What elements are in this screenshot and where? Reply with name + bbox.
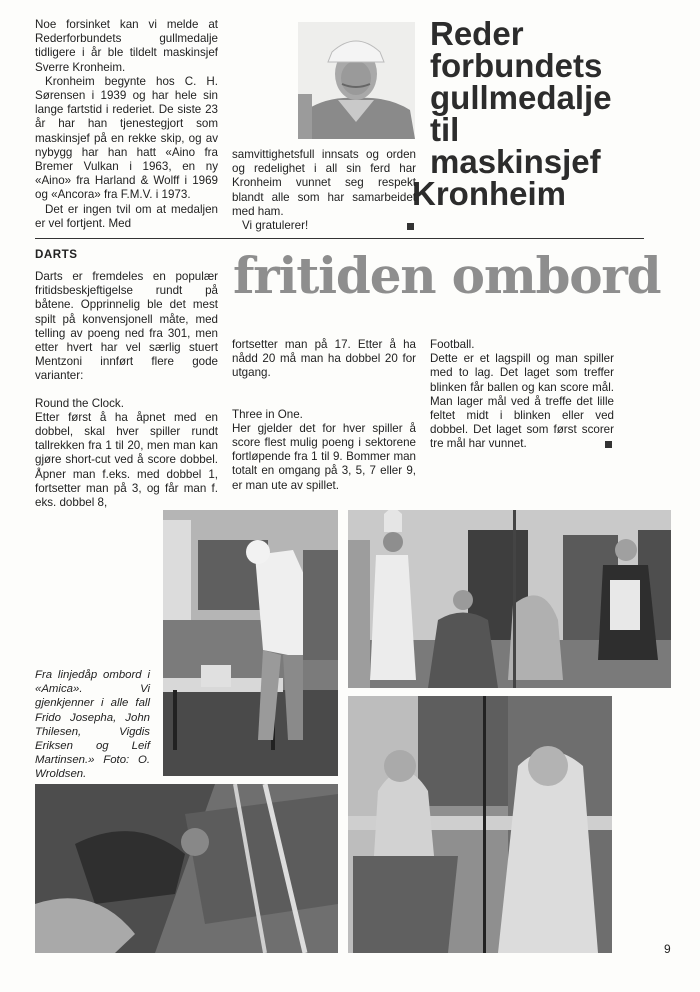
article1-paragraph-1: Noe forsinket kan vi melde at Rederforbundets gullmedalje tidligere i år ble tildelt maskinsjef Sverre Kronheim. (35, 18, 218, 74)
article2-column-1 (35, 270, 218, 510)
article2-column-3 (430, 338, 614, 452)
three-in-one-text: Her gjelder det for hver spiller å score flest mulig poeng i sektorene fortløpende fra 1 til 9. Bommer man totalt en omgang på 3, 5, 7 eller 9, er man ute av spillet. (232, 421, 416, 492)
football-title: Football. (430, 338, 475, 351)
article1-closing: Vi gratulerer! (232, 219, 416, 233)
photo-caption: Fra linjedåp ombord i «Amica». Vi gjenkjenner i alle fall Frido Josepha, John Thilesen, Vigdis Eriksen og Leif Martinsen.» Foto: O. Wroldsen. (35, 669, 150, 781)
football-text: Dette er et lagspill og man spiller med to lag. Det laget som treffer blinken får ballen og kan score mål. Man lager mål ved å treffe det lille feltet midt i blinken eller ved dobbel. Det laget som først scorer tre mål har vunnet. (430, 352, 614, 451)
end-mark (605, 441, 612, 448)
photo-court-seated (348, 696, 612, 953)
photo-neptune-group (348, 510, 671, 688)
article1-paragraph-2: Kronheim begynte hos C. H. Sørensen i 1939 og har hele sin lange fartstid i rederiet. De siste 23 år har han tjenestegjort som maskinsjef på en rekke skip, og av nybygg har han hatt «Aino fra Bremer Vulkan i 1963, en ny «Aino» fra Harland & Wolff i 1969 og «Ancora» fra F.M.V. i 1973. (35, 74, 218, 202)
section-label-darts: DARTS (35, 248, 78, 261)
article1-continuation: samvittighetsfull innsats og orden og redelighet i all sin ferd har Kronheim vunnet seg respekt blandt alle som har samarbeidet med ham. (232, 148, 416, 218)
portrait-photo-kronheim (298, 22, 415, 139)
headline-line-3: gullmedalje (430, 79, 612, 116)
photo-deck-ceremony (163, 510, 338, 776)
round-the-clock-text: Etter først å ha åpnet med en dobbel, skal hver spiller rundt tallrekken fra 1 til 20, men man kan gjøre short-cut ved å score dobbel. Åpner man f.eks. med dobbel 1, fortsetter man på 3, og får man f. eks. dobbel 8, (35, 410, 218, 510)
headline-line-5: maskinsjef (430, 143, 601, 180)
headline-line-1: Reder (430, 15, 524, 52)
three-in-one-title: Three in One. (232, 407, 303, 421)
page-number: 9 (664, 942, 671, 956)
headline-line-6: Kronheim (412, 175, 567, 212)
round-the-clock-continued: fortsetter man på 17. Etter å ha nådd 20 må man ha dobbel 20 for utgang. (232, 338, 416, 380)
article1-paragraph-3: Det er ingen tvil om at medaljen er vel fortjent. Med (35, 202, 218, 230)
article2-headline: fritiden ombord (233, 246, 661, 305)
darts-intro: Darts er fremdeles en populær fritidsbeskjeftigelse rundt på båtene. Opprinnelig ble det mest spilt på konvensjonell måte, med telling av poeng ned fra 301, men etter hvert har vel særlig stuert Mentzoni innført flere gode varianter: (35, 270, 218, 383)
article2-column-2 (232, 338, 416, 493)
headline-line-4: til (430, 111, 460, 148)
article1-column-2 (232, 148, 416, 233)
photo-deck-crawl (35, 784, 338, 953)
headline-line-2: forbundets (430, 47, 603, 84)
portrait-illustration (298, 22, 415, 139)
article1-headline (412, 15, 695, 212)
article1-column-1 (35, 18, 218, 231)
round-the-clock-title: Round the Clock. (35, 396, 124, 410)
section-divider (35, 238, 644, 239)
end-mark (407, 223, 414, 230)
